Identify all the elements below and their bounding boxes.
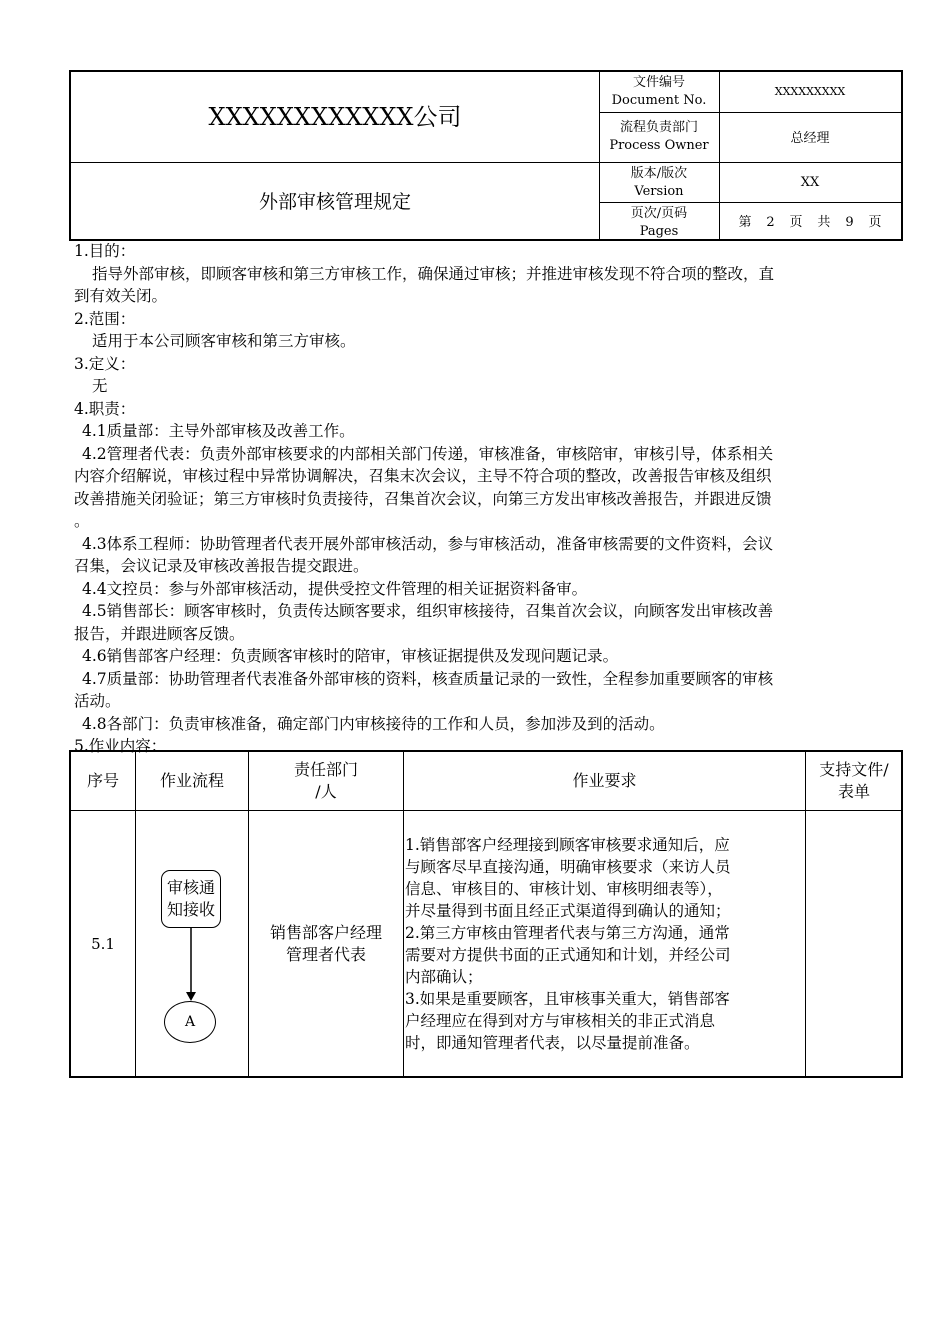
requirement-line: 并尽量得到书面且经正式渠道得到确认的通知； — [405, 902, 731, 920]
version-label-en: Version — [634, 184, 684, 199]
header-dept — [249, 752, 403, 810]
doc-no-label-en: Document No. — [611, 93, 707, 108]
doc-no-label — [599, 72, 719, 112]
doc-no-label-cn: 文件编号 — [632, 75, 685, 90]
version-label-cn: 版本/版次 — [630, 166, 688, 181]
body-line: 内容介绍解说，审核过程中异常协调解决，召集末次会议，主导不符合项的整改，改善报告审核及组织 — [74, 467, 772, 485]
document-header — [69, 70, 903, 241]
header-dept-line1: 责任部门 — [293, 760, 358, 779]
page-gong: 共 — [817, 215, 831, 230]
flow-box-line2: 知接收 — [166, 900, 215, 919]
page-ye2: 页 — [868, 215, 882, 230]
body-line: 4.5销售部长：顾客审核时，负责传达顾客要求，组织审核接待，召集首次会议，向顾客发出审核改善 — [82, 602, 774, 620]
page-di: 第 — [738, 215, 752, 230]
body-line: 改善措施关闭验证；第三方审核时负责接待，召集首次会议，向第三方发出审核改善报告，并跟进反馈 — [74, 489, 772, 508]
flow-box-line1: 审核通 — [166, 878, 215, 897]
company-name: XXXXXXXXXXXX公司 — [208, 103, 462, 131]
version-label — [599, 163, 719, 203]
body-line: 2.范围： — [74, 309, 136, 328]
header-docs-line2: 表单 — [837, 782, 870, 801]
pages-label — [599, 203, 719, 243]
document-title: 外部审核管理规定 — [258, 190, 411, 213]
body-line: 3.定义： — [74, 354, 136, 373]
body-line: 指导外部审核，即顾客审核和第三方审核工作，确保通过审核；并推进审核发现不符合项的整改，直 — [92, 264, 775, 283]
header-seq: 序号 — [86, 771, 119, 790]
header-docs — [806, 752, 902, 810]
requirement-line: 1.销售部客户经理接到顾客审核要求通知后，应 — [405, 836, 730, 854]
requirement-line: 时，即通知管理者代表，以尽量提前准备。 — [405, 1034, 700, 1052]
body-line: 4.7质量部：协助管理者代表准备外部审核的资料，核查质量记录的一致性，全程参加重要顾客的审核 — [82, 669, 774, 688]
header-docs-line1: 支持文件/ — [819, 760, 889, 779]
doc-no-value: XXXXXXXXX — [774, 85, 846, 98]
body-line: 召集，会议记录及审核改善报告提交跟进。 — [74, 557, 369, 575]
pages-value — [719, 203, 901, 243]
body-line: 4.4文控员：参与外部审核活动，提供受控文件管理的相关证据资料备审。 — [82, 579, 588, 598]
row-requirements — [405, 834, 795, 1054]
header-dept-line2: /人 — [315, 782, 337, 801]
requirement-line: 信息、审核目的、审核计划、审核明细表等）， — [405, 880, 723, 898]
row-seq: 5.1 — [91, 935, 115, 953]
owner-label — [599, 117, 719, 157]
body-line: 1.目的： — [74, 242, 136, 260]
page-num: 2 — [766, 215, 775, 230]
requirement-line: 需要对方提供书面的正式通知和计划，并经公司 — [405, 946, 731, 964]
header-flow: 作业流程 — [159, 771, 224, 790]
flow-process-box — [161, 870, 221, 928]
requirement-line: 户经理应在得到对方与审核相关的非正式消息 — [405, 1012, 716, 1030]
row-dept — [249, 811, 403, 1077]
header-req: 作业要求 — [572, 771, 637, 790]
page-ye: 页 — [789, 215, 803, 230]
body-line: 活动。 — [74, 692, 121, 710]
work-content-table — [69, 750, 903, 1078]
pages-label-cn: 页次/页码 — [630, 206, 688, 221]
body-line: 4.6销售部客户经理：负责顾客审核时的陪审，审核证据提供及发现问题记录。 — [82, 647, 619, 665]
requirement-line: 内部确认； — [405, 968, 483, 986]
version-value: XX — [800, 175, 820, 190]
owner-value: 总经理 — [790, 131, 830, 146]
requirement-line: 3.如果是重要顾客，且审核事关重大，销售部客 — [405, 990, 730, 1008]
body-line: 报告，并跟进顾客反馈。 — [74, 624, 245, 643]
body-line: 4.3体系工程师：协助管理者代表开展外部审核活动，参与审核活动，准备审核需要的文件资料，会议 — [82, 534, 774, 553]
body-line: 4.职责： — [74, 399, 136, 418]
body-line: 到有效关闭。 — [74, 287, 168, 305]
body-line: 4.8各部门：负责审核准备，确定部门内审核接待的工作和人员，参加涉及到的活动。 — [82, 714, 665, 733]
pages-label-en: Pages — [639, 224, 679, 239]
flow-arrow-icon — [183, 928, 199, 1002]
body-line: 5.作业内容： — [74, 737, 167, 755]
row-dept-line1: 销售部客户经理 — [269, 923, 382, 942]
row-dept-line2: 管理者代表 — [285, 945, 366, 964]
body-line: 。 — [74, 512, 90, 530]
body-line: 适用于本公司顾客审核和第三方审核。 — [92, 332, 356, 350]
body-line: 无 — [92, 377, 108, 395]
flow-connector: A — [164, 1001, 216, 1043]
document-body — [74, 240, 904, 758]
body-line: 4.1质量部：主导外部审核及改善工作。 — [82, 422, 355, 440]
owner-label-en: Process Owner — [609, 138, 709, 153]
owner-label-cn: 流程负责部门 — [619, 120, 698, 135]
page-total: 9 — [845, 215, 854, 230]
requirement-line: 2.第三方审核由管理者代表与第三方沟通，通常 — [405, 924, 730, 942]
body-line: 4.2管理者代表：负责外部审核要求的内部相关部门传递，审核准备，审核陪审，审核引导，体系相关 — [82, 444, 774, 463]
requirement-line: 与顾客尽早直接沟通，明确审核要求（来访人员 — [405, 858, 731, 876]
